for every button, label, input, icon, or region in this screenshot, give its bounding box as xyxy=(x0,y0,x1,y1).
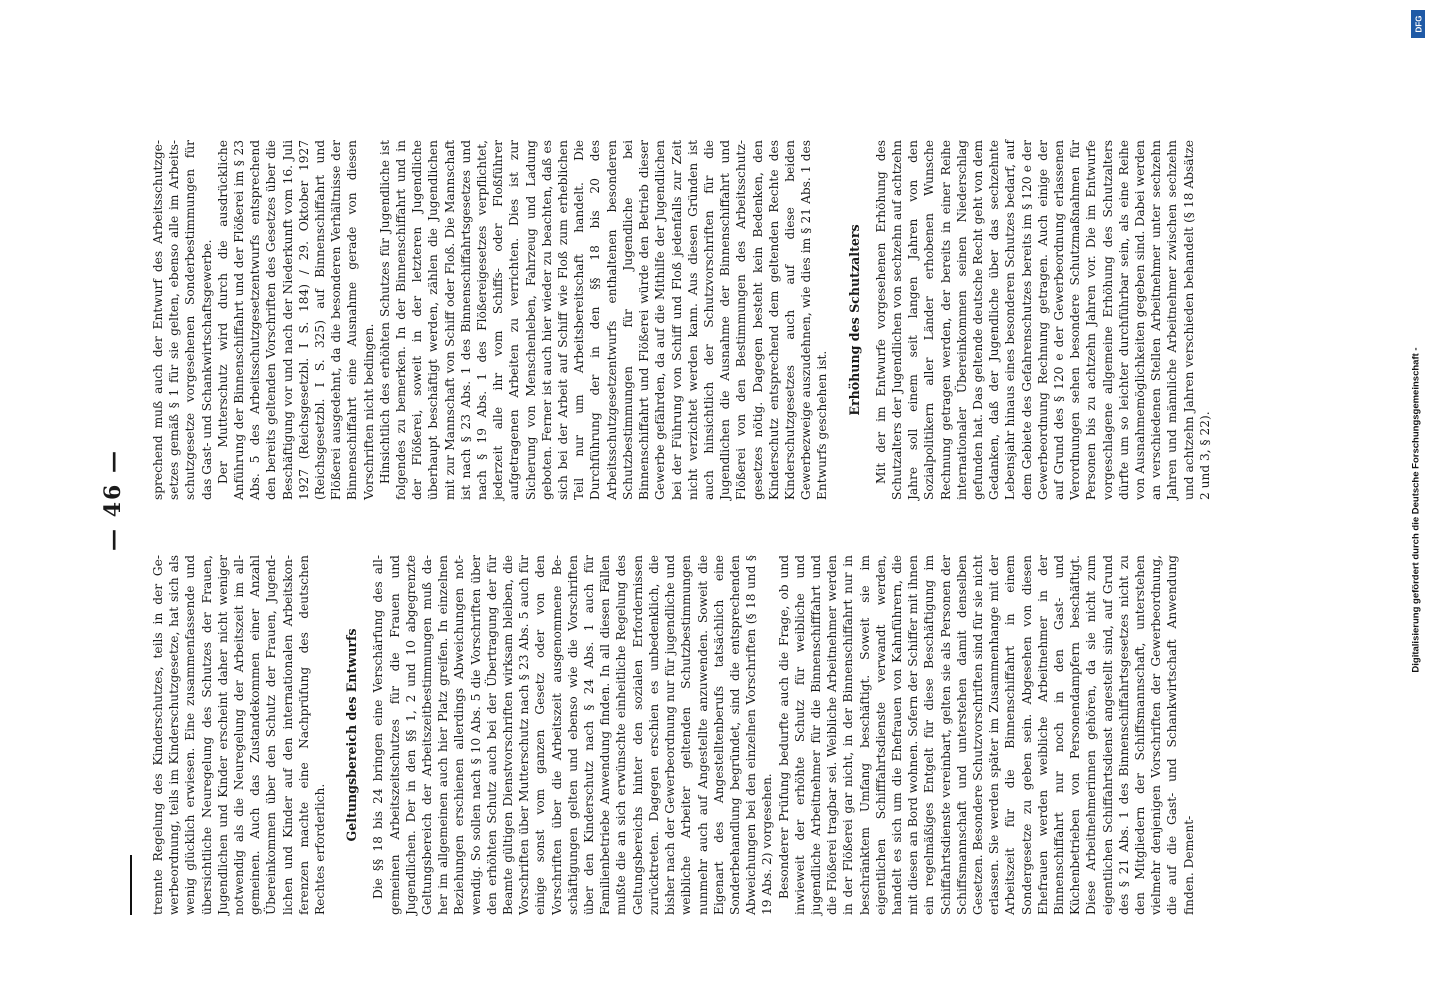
dfg-logo xyxy=(1411,10,1425,38)
dfg-logo-text: DFG xyxy=(1414,15,1424,33)
left-paragraph-2: Die §§ 18 bis 24 bringen eine Verschärfung des allgemeinen Arbeitszeitschutzes für die Frauen und Jugendlichen. Der in den §§ 1, 2 und 10 abgegrenzte Geltungsbereich der Arbeitszeitbestimmungen muß daher im allgemeinen auch hier Platz greifen. In einzelnen Beziehungen erschienen allerdings Abweichungen notwendig. So sollen nach § 10 Abs. 5 die Vorschriften über den erhöhten Schutz auch bei der Übertragung der für Beamte gültigen Dienstvorschriften wirksam bleiben, die Vorschriften über Mutterschutz nach § 23 Abs. 5 auch für einige sonst vom ganzen Gesetz oder von den Vorschriften über die Arbeitszeit ausgenommene Beschäftigungen gelten und ebenso wie die Vorschriften über den Kinderschutz nach § 24 Abs. 1 auch für Familienbetriebe Anwendung finden. In all diesen Fällen mußte die an sich erwünschte einheitliche Regelung des Geltungsbereichs hinter den sozialen Erfordernissen zurücktreten. Dagegen erschien es unbedenklich, die bisher nach der Gewerbeordnung nur für jugendliche und weibliche Arbeiter geltenden Schutzbestimmungen nunmehr auch auf Angestellte anzuwenden. Soweit die Eigenart des Angestelltenberufs tatsächlich eine Sonderbehandlung begründet, sind die entsprechenden Abweichungen bei den einzelnen Vorschriften (§ 18 und § 19 Abs. 2) vorgesehen. xyxy=(371,555,775,915)
digitization-credit xyxy=(1398,10,1434,1000)
digitization-credit-text: Digitalisierung gefördert durch die Deutsche Forschungsgemeinschaft - xyxy=(1410,347,1422,673)
right-paragraph-3: Hinsichtlich des erhöhten Schutzes für Jugendliche ist folgendes zu bemerken. In der Binnenschiffahrt und in der Flößerei, soweit in der letzteren Jugendliche überhaupt beschäftigt werden, zählen die Jugendlichen mit zur Mannschaft von Schiff oder Floß. Die Mannschaft ist nach § 23 Abs. 1 des Binnenschiffahrtsgesetzes und nach § 19 Abs. 1 des Flößereigesetzes verpflichtet, jederzeit alle ihr vom Schiffs- oder Floßführer aufgetragenen Arbeiten zu verrichten. Dies ist zur Sicherung von Menschenleben, Fahrzeug und Ladung geboten. Ferner ist auch hier wieder zu beachten, daß es sich bei der Arbeit auf Schiff wie Floß zum erheblichen Teil nur um Arbeitsbereitschaft handelt. Die Durchführung der in den §§ 18 bis 20 des Arbeitsschutzgesetzentwurfs enthaltenen besonderen Schutzbestimmungen für Jugendliche bei Binnenschiffahrt und Flößerei würde den Betrieb dieser Gewerbe gefährden, da auf die Mithilfe der Jugendlichen bei der Führung von Schiff und Floß jedenfalls zur Zeit nicht verzichtet werden kann. Aus diesen Gründen ist auch hinsichtlich der Schutzvorschriften für die Jugendlichen die Ausnahme der Binnenschiffahrt und Flößerei von den Bestimmungen des Arbeitsschutzgesetzes nötig. Dagegen besteht kein Bedenken, den Kinderschutz entsprechend dem geltenden Rechte des Kinderschutzgesetzes auch auf diese beiden Gewerbezweige auszudehnen, wie dies im § 21 Abs. 1 des Entwurfs geschehen ist. xyxy=(377,140,830,500)
column-start-rule xyxy=(130,855,140,915)
section-heading-schutzalter: Erhöhung des Schutzalters xyxy=(846,224,862,416)
right-paragraph-2: Der Mutterschutz wird durch die ausdrückliche Anführung der Binnenschiffahrt und der Flößerei im § 23 Abs. 5 des Arbeitsschutzgesetzentwurfs entsprechend den bereits geltenden Vorschriften des Gesetzes über die Beschäftigung vor und nach der Niederkunft vom 16. Juli 1927 (Reichsgesetzbl. I S. 184) / 29. Oktober 1927 (Reichsgesetzbl. I S. 325) auf Binnenschiffahrt und Flößerei ausgedehnt, da die besonderen Verhältnisse der Binnenschiffahrt eine Ausnahme gerade von diesen Vorschriften nicht bedingen. xyxy=(215,140,376,500)
page-number: — 46 — xyxy=(100,449,126,551)
left-text-column xyxy=(150,555,1350,915)
right-paragraph-1: sprechend muß auch der Entwurf des Arbeitsschutzgesetzes gemäß § 1 für sie gelten, ebenso alle im Arbeitsschutzgesetze vorgesehenen Sonderbestimmungen für das Gast- und Schankwirtschaftsgewerbe. xyxy=(151,140,214,500)
section-heading-geltungsbereich: Geltungsbereich des Entwurfs xyxy=(344,628,360,842)
left-paragraph-3: Besonderer Prüfung bedurfte auch die Frage, ob und inwieweit der erhöhte Schutz für weibliche und jugendliche Arbeitnehmer für die Binnenschifffahrt und die Flößerei tragbar sei. Weibliche Arbeitnehmer werden in der Flößerei gar nicht, in der Binnenschiffahrt nur in beschränktem Umfang beschäftigt. Soweit sie im eigentlichen Schifffahrtsdienste verwandt werden, handelt es sich um die Ehefrauen von Kahnführern, die mit diesen an Bord wohnen. Sofern der Schiffer mit ihnen ein regelmäßiges Entgelt für diese Beschäftigung im Schiffahrtsdienste vereinbart, gelten sie als Personen der Schiffsmannschaft und unterstehen damit denselben Gesetzen. Besondere Schutzvorschriften sind für sie nicht erlassen. Sie werden später im Zusammenhange mit der Arbeitszeit für die Binnenschiffahrt in einem Sondergesetze zu geben sein. Abgesehen von diesen Ehefrauen werden weibliche Arbeitnehmer in der Binnenschiffahrt nur noch in den Gast- und Küchenbetrieben von Personendampfern beschäftigt. Diese Arbeitnehmerinnen gehören, da sie nicht zum eigentlichen Schiffahrtsdienst angestellt sind, auf Grund des § 21 Abs. 1 des Binnenschiffahrtsgesetzes nicht zu den Mitgliedern der Schiffsmannschaft, unterstehen vielmehr denjenigen Vorschriften der Gewerbeordnung, die auf die Gast- und Schankwirtschaft Anwendung finden. Dement- xyxy=(776,555,1196,915)
left-paragraph-1: trennte Regelung des Kinderschutzes, teils in der Gewerbeordnung, teils im Kinderschutzgesetze, hat sich als wenig glücklich erwiesen. Eine zusammenfassende und übersichtliche Neuregelung des Schutzes der Frauen, Jugendlichen und Kinder erscheint daher nicht weniger notwendig als die Neuregelung der Arbeitszeit im allgemeinen. Auch das Zustandekommen einer Anzahl Übereinkommen über den Schutz der Frauen, Jugendlichen und Kinder auf den internationalen Arbeitskonferenzen machte eine Nachprüfung des deutschen Rechtes erforderlich. xyxy=(151,555,328,915)
right-paragraph-4: Mit der im Entwurfe vorgesehenen Erhöhung des Schutzalters der Jugendlichen von sechzehn auf achtzehn Jahre soll einem seit langen Jahren von den Sozialpolitikern aller Länder erhobenen Wunsche Rechnung getragen werden, der bereits in einer Reihe internationaler Übereinkommen seinen Niederschlag gefunden hat. Das geltende deutsche Recht geht von dem Gedanken, daß der Jugendliche über das sechzehnte Lebensjahr hinaus eines besonderen Schutzes bedarf, auf dem Gebiete des Gefahrenschutzes bereits im § 120 e der Gewerbeordnung Rechnung getragen. Auch einige der auf Grund des § 120 e der Gewerbeordnung erlassenen Verordnungen sehen besondere Schutzmaßnahmen für Personen bis zu achtzehn Jahren vor. Die im Entwurfe vorgeschlagene allgemeine Erhöhung des Schutzalters dürfte um so leichter durchführbar sein, als eine Reihe von Ausnahmemöglichkeiten gegeben sind. Dabei werden an verschiedenen Stellen Arbeitnehmer unter sechzehn Jahren und männliche Arbeitnehmer zwischen sechzehn und achtzehn Jahren verschieden behandelt (§ 18 Absätze 2 und 3, § 22). xyxy=(873,140,1212,500)
right-text-column xyxy=(150,140,1350,500)
